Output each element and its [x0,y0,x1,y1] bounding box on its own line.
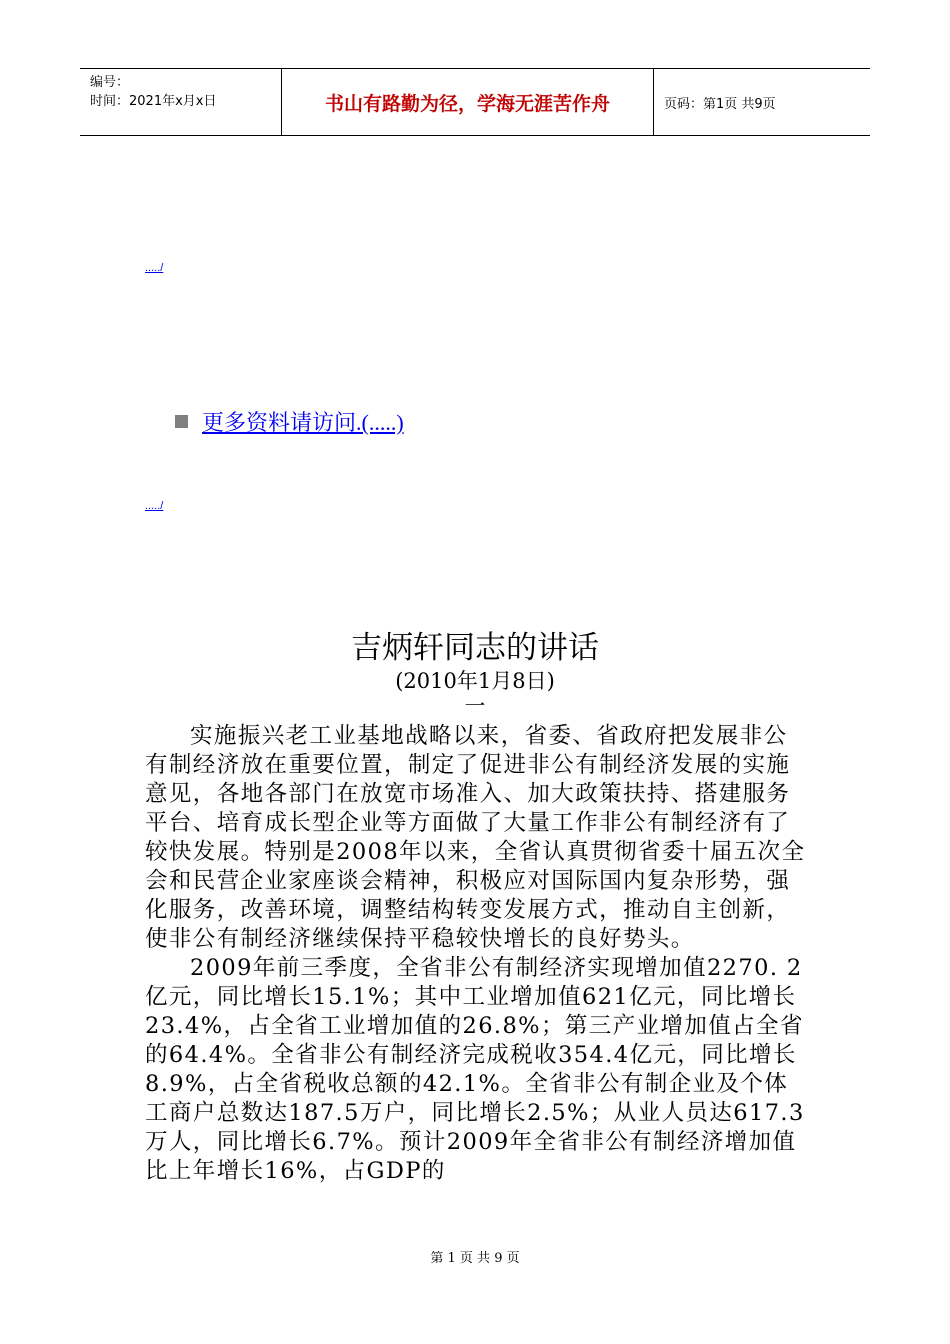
top-small-link[interactable]: ...../ [145,262,164,274]
time-label: 时间：2021年x月x日 [90,94,217,109]
document-body [145,722,810,1186]
document-title: 吉炳轩同志的讲话 [351,630,599,666]
section-number: 一 [464,694,486,718]
more-resources-line [175,406,404,437]
paragraph: 2009年前三季度，全省非公有制经济实现增加值2270. 2亿元，同比增长15.1%；其中工业增加值621亿元，同比增长23.4%，占全省工业增加值的26.8%；第三产业增加值占全省的64.4%。全省非公有制经济完成税收354.4亿元，同比增长8.9%，占全省税收总额的42.1%。全省非公有制企业及个体工商户总数达187.5万户，同比增长2.5%；从业人员达617.3万人，同比增长6.7%。预计2009年全省非公有制经济增加值比上年增长16%，占GDP的 [145,955,805,1184]
number-label: 编号： [90,75,130,90]
header-page-info: 页码：第1页 共9页 [664,96,776,112]
header-meta [80,69,282,135]
more-resources-link[interactable]: 更多资料请访问.(.....) [202,410,404,435]
bottom-small-link[interactable]: ...../ [145,500,164,512]
square-bullet-icon [175,415,188,428]
paragraph: 实施振兴老工业基地战略以来，省委、省政府把发展非公有制经济放在重要位置，制定了促进非公有制经济发展的实施意见，各地各部门在放宽市场准入、加大政策扶持、搭建服务平台、培育成长型企业等方面做了大量工作非公有制经济有了较快发展。特别是2008年以来，全省认真贯彻省委十届五次全会和民营企业家座谈会精神，积极应对国际国内复杂形势，强化服务，改善环境，调整结构转变发展方式，推动自主创新，使非公有制经济继续保持平稳较快增长的良好势头。 [145,723,806,952]
header-motto: 书山有路勤为径，学海无涯苦作舟 [282,69,654,135]
page-footer: 第 1 页 共 9 页 [430,1251,520,1266]
document-header [80,68,870,136]
document-date: (2010年1月8日) [395,669,555,693]
